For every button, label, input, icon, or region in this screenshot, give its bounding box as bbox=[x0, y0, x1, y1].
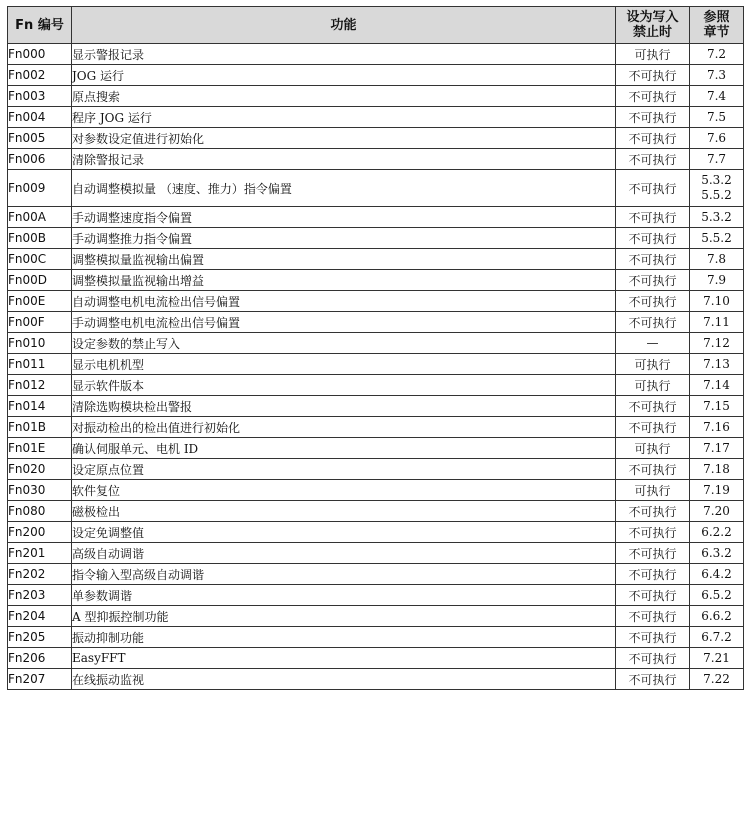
write-prohibit-exec-cell: 不可执行 bbox=[616, 107, 690, 128]
reference-section-cell bbox=[690, 128, 744, 149]
table-row bbox=[8, 564, 744, 585]
write-prohibit-exec-cell: 可执行 bbox=[616, 438, 690, 459]
reference-section-number: 5.3.2 bbox=[701, 209, 732, 224]
reference-section-number: 7.15 bbox=[703, 398, 730, 413]
fn-code-cell: Fn200 bbox=[8, 522, 72, 543]
fn-code-cell: Fn203 bbox=[8, 585, 72, 606]
reference-section-number: 7.19 bbox=[703, 482, 730, 497]
table-row bbox=[8, 543, 744, 564]
function-cell: 对参数设定值进行初始化 bbox=[72, 128, 616, 149]
table-row bbox=[8, 333, 744, 354]
reference-section-number: 7.21 bbox=[703, 650, 730, 665]
write-prohibit-exec-cell: 不可执行 bbox=[616, 207, 690, 228]
table-row bbox=[8, 354, 744, 375]
reference-section-cell bbox=[690, 333, 744, 354]
header-write-prohibit bbox=[616, 7, 690, 44]
fn-code-cell: Fn00B bbox=[8, 228, 72, 249]
table-row bbox=[8, 207, 744, 228]
write-prohibit-exec-cell: 不可执行 bbox=[616, 65, 690, 86]
function-cell: 设定免调整值 bbox=[72, 522, 616, 543]
fn-code-cell: Fn204 bbox=[8, 606, 72, 627]
function-cell: 指令输入型高级自动调谐 bbox=[72, 564, 616, 585]
table-row bbox=[8, 459, 744, 480]
table-row bbox=[8, 396, 744, 417]
write-prohibit-exec-cell: 不可执行 bbox=[616, 501, 690, 522]
reference-section-number: 6.7.2 bbox=[701, 629, 732, 644]
reference-section-cell bbox=[690, 417, 744, 438]
table-row bbox=[8, 249, 744, 270]
reference-section-cell bbox=[690, 375, 744, 396]
table-row bbox=[8, 648, 744, 669]
table-row bbox=[8, 669, 744, 690]
function-cell: 调整模拟量监视输出偏置 bbox=[72, 249, 616, 270]
fn-code-cell: Fn006 bbox=[8, 149, 72, 170]
fn-code-cell: Fn00A bbox=[8, 207, 72, 228]
table-row bbox=[8, 128, 744, 149]
reference-section-cell bbox=[690, 564, 744, 585]
function-cell: 原点搜索 bbox=[72, 86, 616, 107]
function-cell: 清除警报记录 bbox=[72, 149, 616, 170]
reference-section-number: 5.3.2 bbox=[701, 173, 732, 187]
reference-section-cell bbox=[690, 207, 744, 228]
function-cell: 手动调整推力指令偏置 bbox=[72, 228, 616, 249]
table-row bbox=[8, 375, 744, 396]
header-reference-line1: 参照 bbox=[703, 10, 730, 25]
function-cell: 单参数调谐 bbox=[72, 585, 616, 606]
function-cell: 自动调整电机电流检出信号偏置 bbox=[72, 291, 616, 312]
function-cell: 自动调整模拟量 （速度、推力）指令偏置 bbox=[72, 170, 616, 207]
table-row bbox=[8, 65, 744, 86]
reference-section-cell bbox=[690, 44, 744, 65]
header-fn-code: Fn 编号 bbox=[8, 7, 72, 44]
fn-code-cell: Fn011 bbox=[8, 354, 72, 375]
function-cell: 设定参数的禁止写入 bbox=[72, 333, 616, 354]
reference-section-number: 5.5.2 bbox=[701, 230, 732, 245]
fn-function-table bbox=[7, 6, 744, 690]
write-prohibit-exec-cell: 不可执行 bbox=[616, 86, 690, 107]
write-prohibit-exec-cell: 不可执行 bbox=[616, 627, 690, 648]
reference-section-cell bbox=[690, 543, 744, 564]
table-row bbox=[8, 291, 744, 312]
write-prohibit-exec-cell: 不可执行 bbox=[616, 149, 690, 170]
fn-code-cell: Fn012 bbox=[8, 375, 72, 396]
reference-section-number: 7.22 bbox=[703, 671, 730, 686]
reference-section-cell bbox=[690, 501, 744, 522]
function-cell: 对振动检出的检出值进行初始化 bbox=[72, 417, 616, 438]
reference-section-cell bbox=[690, 86, 744, 107]
function-cell: 确认伺服单元、电机 ID bbox=[72, 438, 616, 459]
fn-code-cell: Fn002 bbox=[8, 65, 72, 86]
reference-section-number: 5.5.2 bbox=[701, 188, 732, 202]
function-cell: 程序 JOG 运行 bbox=[72, 107, 616, 128]
fn-code-cell: Fn201 bbox=[8, 543, 72, 564]
write-prohibit-exec-cell: 不可执行 bbox=[616, 291, 690, 312]
reference-section-cell bbox=[690, 669, 744, 690]
write-prohibit-exec-cell: 不可执行 bbox=[616, 669, 690, 690]
write-prohibit-exec-cell: 不可执行 bbox=[616, 396, 690, 417]
fn-code-cell: Fn080 bbox=[8, 501, 72, 522]
reference-section-number: 7.5 bbox=[706, 109, 727, 124]
reference-section-cell bbox=[690, 249, 744, 270]
reference-section-number: 7.9 bbox=[706, 272, 727, 287]
fn-code-cell: Fn202 bbox=[8, 564, 72, 585]
function-cell: 显示电机机型 bbox=[72, 354, 616, 375]
write-prohibit-exec-cell: 不可执行 bbox=[616, 128, 690, 149]
function-cell: 手动调整速度指令偏置 bbox=[72, 207, 616, 228]
reference-section-number: 7.13 bbox=[703, 356, 730, 371]
function-cell: 显示软件版本 bbox=[72, 375, 616, 396]
table-row bbox=[8, 438, 744, 459]
fn-code-cell: Fn205 bbox=[8, 627, 72, 648]
write-prohibit-exec-cell: 不可执行 bbox=[616, 312, 690, 333]
reference-section-number: 6.2.2 bbox=[701, 524, 732, 539]
reference-section-cell bbox=[690, 627, 744, 648]
fn-code-cell: Fn00F bbox=[8, 312, 72, 333]
reference-section-cell bbox=[690, 396, 744, 417]
write-prohibit-exec-cell: 不可执行 bbox=[616, 170, 690, 207]
reference-section-cell bbox=[690, 65, 744, 86]
function-cell: 清除选购模块检出警报 bbox=[72, 396, 616, 417]
reference-section-number: 7.7 bbox=[706, 151, 727, 166]
function-cell: A 型抑振控制功能 bbox=[72, 606, 616, 627]
fn-code-cell: Fn020 bbox=[8, 459, 72, 480]
fn-code-cell: Fn003 bbox=[8, 86, 72, 107]
header-reference-line2: 章节 bbox=[703, 25, 730, 40]
fn-code-cell: Fn014 bbox=[8, 396, 72, 417]
fn-code-cell: Fn000 bbox=[8, 44, 72, 65]
header-reference-section bbox=[690, 7, 744, 44]
function-cell: JOG 运行 bbox=[72, 65, 616, 86]
reference-section-number: 7.6 bbox=[706, 130, 727, 145]
reference-section-cell bbox=[690, 170, 744, 207]
reference-section-number: 7.16 bbox=[703, 419, 730, 434]
reference-section-number: 6.3.2 bbox=[701, 545, 732, 560]
write-prohibit-exec-cell: 不可执行 bbox=[616, 564, 690, 585]
reference-section-number: 6.6.2 bbox=[701, 608, 732, 623]
reference-section-number: 7.3 bbox=[706, 67, 727, 82]
reference-section-cell bbox=[690, 648, 744, 669]
fn-code-cell: Fn01E bbox=[8, 438, 72, 459]
reference-section-cell bbox=[690, 291, 744, 312]
function-cell: EasyFFT bbox=[72, 648, 616, 669]
reference-section-cell bbox=[690, 107, 744, 128]
table-row bbox=[8, 627, 744, 648]
reference-section-cell bbox=[690, 585, 744, 606]
reference-section-number: 7.4 bbox=[706, 88, 727, 103]
reference-section-number: 7.10 bbox=[703, 293, 730, 308]
write-prohibit-exec-cell: 可执行 bbox=[616, 480, 690, 501]
reference-section-cell bbox=[690, 354, 744, 375]
reference-section-number: 7.12 bbox=[703, 335, 730, 350]
header-function: 功能 bbox=[72, 7, 616, 44]
table-row bbox=[8, 501, 744, 522]
write-prohibit-exec-cell: 不可执行 bbox=[616, 459, 690, 480]
write-prohibit-exec-cell: 不可执行 bbox=[616, 249, 690, 270]
fn-code-cell: Fn005 bbox=[8, 128, 72, 149]
fn-code-cell: Fn00C bbox=[8, 249, 72, 270]
function-cell: 高级自动调谐 bbox=[72, 543, 616, 564]
table-header-row bbox=[8, 7, 744, 44]
fn-code-cell: Fn00E bbox=[8, 291, 72, 312]
write-prohibit-exec-cell: 不可执行 bbox=[616, 522, 690, 543]
table-row bbox=[8, 86, 744, 107]
function-cell: 磁极检出 bbox=[72, 501, 616, 522]
write-prohibit-exec-cell: 不可执行 bbox=[616, 585, 690, 606]
table-row bbox=[8, 107, 744, 128]
function-cell: 手动调整电机电流检出信号偏置 bbox=[72, 312, 616, 333]
table-row bbox=[8, 417, 744, 438]
reference-section-number: 7.11 bbox=[703, 314, 730, 329]
fn-code-cell: Fn004 bbox=[8, 107, 72, 128]
reference-section-number: 7.2 bbox=[706, 46, 727, 61]
reference-section-number: 7.8 bbox=[706, 251, 727, 266]
write-prohibit-exec-cell: 可执行 bbox=[616, 44, 690, 65]
function-cell: 显示警报记录 bbox=[72, 44, 616, 65]
table-row bbox=[8, 44, 744, 65]
reference-section-number: 7.20 bbox=[703, 503, 730, 518]
function-cell: 设定原点位置 bbox=[72, 459, 616, 480]
function-cell: 软件复位 bbox=[72, 480, 616, 501]
function-cell: 调整模拟量监视输出增益 bbox=[72, 270, 616, 291]
reference-section-cell bbox=[690, 149, 744, 170]
table-row bbox=[8, 228, 744, 249]
write-prohibit-exec-cell: — bbox=[616, 333, 690, 354]
table-row bbox=[8, 606, 744, 627]
reference-section-cell bbox=[690, 270, 744, 291]
write-prohibit-exec-cell: 不可执行 bbox=[616, 228, 690, 249]
fn-code-cell: Fn010 bbox=[8, 333, 72, 354]
fn-code-cell: Fn009 bbox=[8, 170, 72, 207]
reference-section-number: 7.17 bbox=[703, 440, 730, 455]
function-cell: 振动抑制功能 bbox=[72, 627, 616, 648]
header-write-prohibit-line2: 禁止时 bbox=[632, 25, 672, 40]
function-cell: 在线振动监视 bbox=[72, 669, 616, 690]
reference-section-cell bbox=[690, 606, 744, 627]
fn-code-cell: Fn030 bbox=[8, 480, 72, 501]
table-row bbox=[8, 170, 744, 207]
reference-section-cell bbox=[690, 522, 744, 543]
write-prohibit-exec-cell: 不可执行 bbox=[616, 648, 690, 669]
reference-section-number: 6.4.2 bbox=[701, 566, 732, 581]
table-row bbox=[8, 312, 744, 333]
fn-code-cell: Fn206 bbox=[8, 648, 72, 669]
header-write-prohibit-line1: 设为写入 bbox=[626, 10, 679, 25]
reference-section-number: 6.5.2 bbox=[701, 587, 732, 602]
write-prohibit-exec-cell: 可执行 bbox=[616, 354, 690, 375]
reference-section-cell bbox=[690, 459, 744, 480]
write-prohibit-exec-cell: 不可执行 bbox=[616, 417, 690, 438]
table-row bbox=[8, 149, 744, 170]
table-row bbox=[8, 480, 744, 501]
reference-section-cell bbox=[690, 438, 744, 459]
fn-code-cell: Fn01B bbox=[8, 417, 72, 438]
reference-section-cell bbox=[690, 312, 744, 333]
write-prohibit-exec-cell: 不可执行 bbox=[616, 543, 690, 564]
write-prohibit-exec-cell: 不可执行 bbox=[616, 606, 690, 627]
fn-code-cell: Fn207 bbox=[8, 669, 72, 690]
table-row bbox=[8, 585, 744, 606]
table-body bbox=[8, 44, 744, 690]
fn-code-cell: Fn00D bbox=[8, 270, 72, 291]
reference-section-cell bbox=[690, 228, 744, 249]
write-prohibit-exec-cell: 可执行 bbox=[616, 375, 690, 396]
reference-section-number: 7.14 bbox=[703, 377, 730, 392]
reference-section-cell bbox=[690, 480, 744, 501]
reference-section-number: 7.18 bbox=[703, 461, 730, 476]
table-row bbox=[8, 270, 744, 291]
function-table-container bbox=[7, 6, 743, 690]
table-row bbox=[8, 522, 744, 543]
write-prohibit-exec-cell: 不可执行 bbox=[616, 270, 690, 291]
